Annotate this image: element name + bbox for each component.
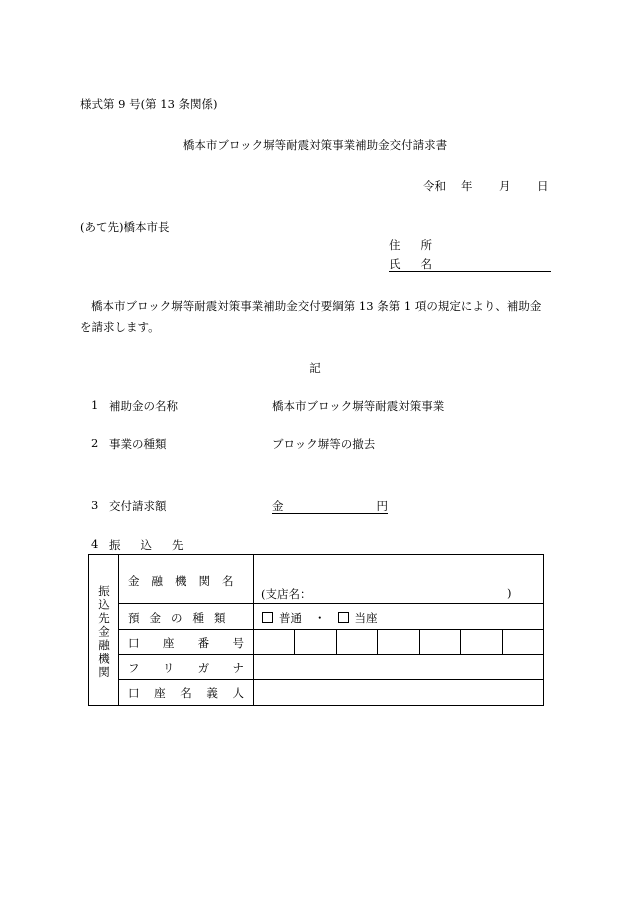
bank-side-header [89, 555, 119, 705]
label-char: ガ [197, 661, 210, 675]
label-char: リ [162, 661, 175, 675]
label-char: 義 [206, 686, 218, 700]
label-char: 口 [128, 636, 140, 650]
address-label: 住所 [389, 238, 452, 252]
account-number-label [128, 635, 244, 651]
item-label-subsidy-name: 補助金の名称 [109, 399, 178, 413]
bank-name-label: 金融機関名 [128, 574, 246, 588]
addressee: (あて先)橋本市長 [80, 220, 170, 234]
item-value-project-type: ブロック塀等の撤去 [272, 437, 376, 451]
label-char: 口 [128, 686, 140, 700]
checkbox-current[interactable] [338, 612, 349, 623]
account-digit-cell[interactable] [378, 630, 419, 654]
branch-close-paren: ) [507, 586, 512, 600]
date-era: 令和 [423, 179, 446, 193]
item-number: 4 [91, 537, 99, 551]
amount-prefix: 金 [272, 499, 284, 513]
label-char: 座 [162, 636, 175, 650]
label-char: 名 [180, 686, 192, 700]
item-number: 1 [91, 398, 99, 412]
account-digit-cell[interactable] [420, 630, 461, 654]
date-day: 日 [537, 179, 549, 193]
row-account-holder [119, 680, 543, 705]
account-digit-cell[interactable] [461, 630, 502, 654]
furigana-label [128, 660, 244, 676]
name-label: 氏名 [389, 257, 452, 271]
item-number: 2 [91, 436, 99, 450]
option-ordinary-label: 普通 [279, 611, 302, 625]
row-furigana [119, 655, 543, 680]
item-value-subsidy-name: 橋本市ブロック塀等耐震対策事業 [272, 399, 445, 413]
row-account-type [119, 604, 543, 630]
account-type-options [262, 610, 386, 626]
item-number: 3 [91, 498, 99, 512]
option-separator: ・ [314, 611, 326, 625]
item-label-transfer-destination: 振込先 [109, 538, 204, 552]
row-account-number [119, 630, 543, 655]
checkbox-ordinary[interactable] [262, 612, 273, 623]
option-current-label: 当座 [354, 611, 378, 625]
account-digit-cell[interactable] [503, 630, 543, 654]
account-number-cells [254, 630, 543, 654]
date-month: 月 [499, 179, 511, 193]
account-type-label: 預金の種類 [128, 611, 236, 625]
label-char: ナ [232, 661, 244, 675]
label-char: 人 [232, 686, 244, 700]
item-label-project-type: 事業の種類 [109, 437, 167, 451]
form-number: 様式第 9 号(第 13 条関係) [80, 97, 218, 111]
amount-suffix: 円 [376, 499, 388, 513]
ki-heading: 記 [309, 361, 321, 375]
bank-table [88, 554, 544, 706]
account-digit-cell[interactable] [337, 630, 378, 654]
item-label-request-amount: 交付請求額 [109, 499, 167, 513]
request-amount-field[interactable] [272, 498, 388, 514]
date-line [423, 178, 549, 194]
branch-name-field[interactable]: (支店名： [261, 587, 312, 601]
date-year: 年 [461, 179, 473, 193]
account-holder-label [128, 685, 244, 701]
label-char: フ [128, 661, 140, 675]
document-title: 橋本市ブロック塀等耐震対策事業補助金交付請求書 [182, 138, 448, 152]
label-char: 座 [154, 686, 166, 700]
bank-side-label: 振込先金融機関 [97, 585, 111, 680]
row-bank-name [119, 555, 543, 604]
account-digit-cell[interactable] [254, 630, 295, 654]
body-text: 橋本市ブロック塀等耐震対策事業補助金交付要綱第 13 条第 1 項の規定により、補助金を請求します。 [80, 299, 542, 334]
label-char: 号 [232, 636, 244, 650]
label-char: 番 [197, 636, 210, 650]
account-digit-cell[interactable] [295, 630, 336, 654]
name-field[interactable] [389, 256, 551, 272]
